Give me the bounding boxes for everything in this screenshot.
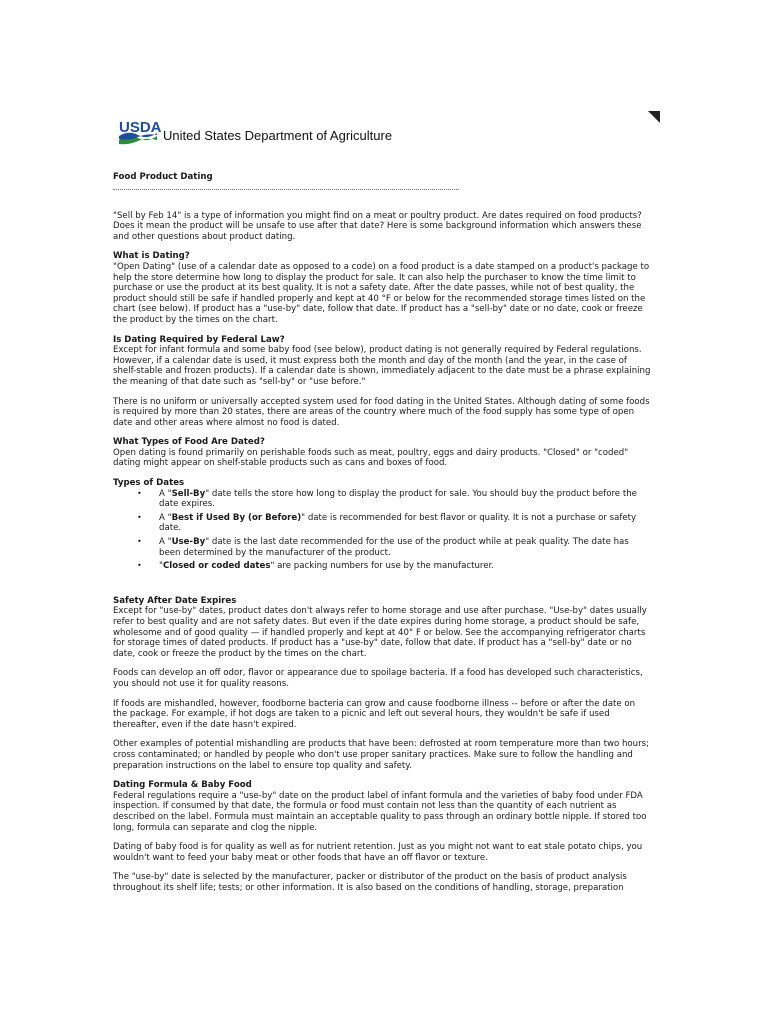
corner-triangle-icon [648,111,660,123]
section-types-of-dates [113,478,651,572]
list-item: • "Closed or coded dates" are packing numbers for use by the manufacturer. [137,561,495,572]
section-heading: Safety After Date Expires [113,595,237,606]
section-paragraph: Open dating is found primarily on perishable foods such as meat, poultry, eggs and dairy products. "Closed" or "coded" dating might appear on shelf-stable products such as cans and boxes of food. [113,447,629,469]
section-paragraph: Other examples of potential mishandling are products that have been: defrosted at room temperature more than two hours; cross contaminated; or handled by people who don't use proper sanitary practices. Make sure to follow the handling and preparation instructions on the label to ensure top quality and safety. [113,739,650,771]
section-paragraph: There is no uniform or universally accepted system used for food dating in the United States. Although dating of some foods is required by more than 20 states, there are areas of the country where much of the food supply has some type of open date and other areas where almost no food is dated. [113,396,650,428]
section-safety [113,596,651,771]
section-paragraph: Foods can develop an off odor, flavor or appearance due to spoilage bacteria. If a food has developed such characteristics, you should not use it for quality reasons. [113,668,643,689]
section-heading: Is Dating Required by Federal Law? [113,334,285,345]
bullet-icon: • [137,512,142,522]
section-paragraph: If foods are mishandled, however, foodborne bacteria can grow and cause foodborne illness -- before or after the date on the package. For example, if hot dogs are taken to a picnic and left out several hours, they wouldn't be safe if used thereafter, even if the date hasn't expired. [113,698,636,730]
bullet-icon: • [137,537,142,547]
section-paragraph: Except for infant formula and some baby food (see below), product dating is not generally required by Federal regulations. However, if a calendar date is used, it must express both the month and day of the month (and the year, in the case of shelf-stable and frozen products). If a calendar date is shown, immediately adjacent to the date must be a phrase explaining the meaning of that date such as "sell-by" or "use before." [113,345,651,387]
dates-list [113,489,651,572]
usda-logo-text: USDA [119,119,162,136]
usda-logo-icon [119,116,162,146]
list-item: • A "Use-By" date is the last date recommended for the use of the product while at peak quality. The date has been determined by the manufacturer of the product. [137,537,629,558]
list-item: • A "Best if Used By (or Before)" date is recommended for best flavor or quality. It is not a purchase or safety date. [137,512,637,534]
section-types-of-food [113,437,651,469]
section-heading: What is Dating? [113,251,190,262]
section-paragraph: Except for "use-by" dates, product dates don't always refer to home storage and use after purchase. "Use-by" dates usually refer to best quality and are not safety dates. But even if the date expires during home storage, a product should be safe, wholesome and of good quality — if handled properly and kept at 40° F or below. See the accompanying refrigerator charts for storage times of dated products. If product has a "use-by" date, follow that date. If product has a "sell-by" date or no date, cook or freeze the product by the times on the chart. [113,606,647,659]
section-federal-law [113,335,651,429]
usda-header [119,116,392,146]
intro-paragraph: "Sell by Feb 14" is a type of information you might find on a meat or poultry product. Are dates required on food products? Does it mean the product will be unsafe to use after that date? Here is some background information which answers these and other questions about product dating. [113,210,642,242]
section-heading: What Types of Food Are Dated? [113,437,265,448]
section-paragraph: "Open Dating" (use of a calendar date as opposed to a code) on a food product is a date stamped on a product's package to help the store determine how long to display the product for sale. It can also help the purchaser to know the time limit to purchase or use the product at its best quality. It is not a safety date. After the date passes, while not of best quality, the product should still be safe if handled properly and kept at 40 °F or below for the recommended storage times listed on the chart (see below). If product has a "use-by" date, follow that date. If product has a "sell-by" date or no date, cook or freeze the product by the times on the chart. [113,261,650,325]
section-heading: Types of Dates [113,478,185,489]
page-title: Food Product Dating [113,172,213,182]
bullet-icon: • [137,488,142,498]
section-paragraph: The "use-by" date is selected by the manufacturer, packer or distributor of the product on the basis of product analysis throughout its shelf life; tests; or other information. It is also based on the conditions of handling, storage, preparation [113,872,627,893]
agency-name: United States Department of Agriculture [163,128,393,143]
section-what-is-dating [113,251,651,325]
section-paragraph: Federal regulations require a "use-by" date on the product label of infant formula and the varieties of baby food under FDA inspection. If consumed by that date, the formula or food must contain not less than the quantity of each nutrient as described on the label. Formula must maintain an acceptable quality to pass through an ordinary bottle nipple. If stored too long, formula can separate and clog the nipple. [113,790,647,833]
bullet-icon: • [137,561,142,571]
section-baby-food [113,780,651,893]
list-item: • A "Sell-By" date tells the store how long to display the product for sale. You should buy the product before the date expires. [137,488,637,510]
dotted-divider [113,189,459,190]
section-paragraph: Dating of baby food is for quality as well as for nutrient retention. Just as you might not want to eat stale potato chips, you wouldn't want to feed your baby meat or other foods that have an off flavor or texture. [113,842,643,863]
section-heading: Dating Formula & Baby Food [113,780,252,791]
article-content [113,172,651,902]
